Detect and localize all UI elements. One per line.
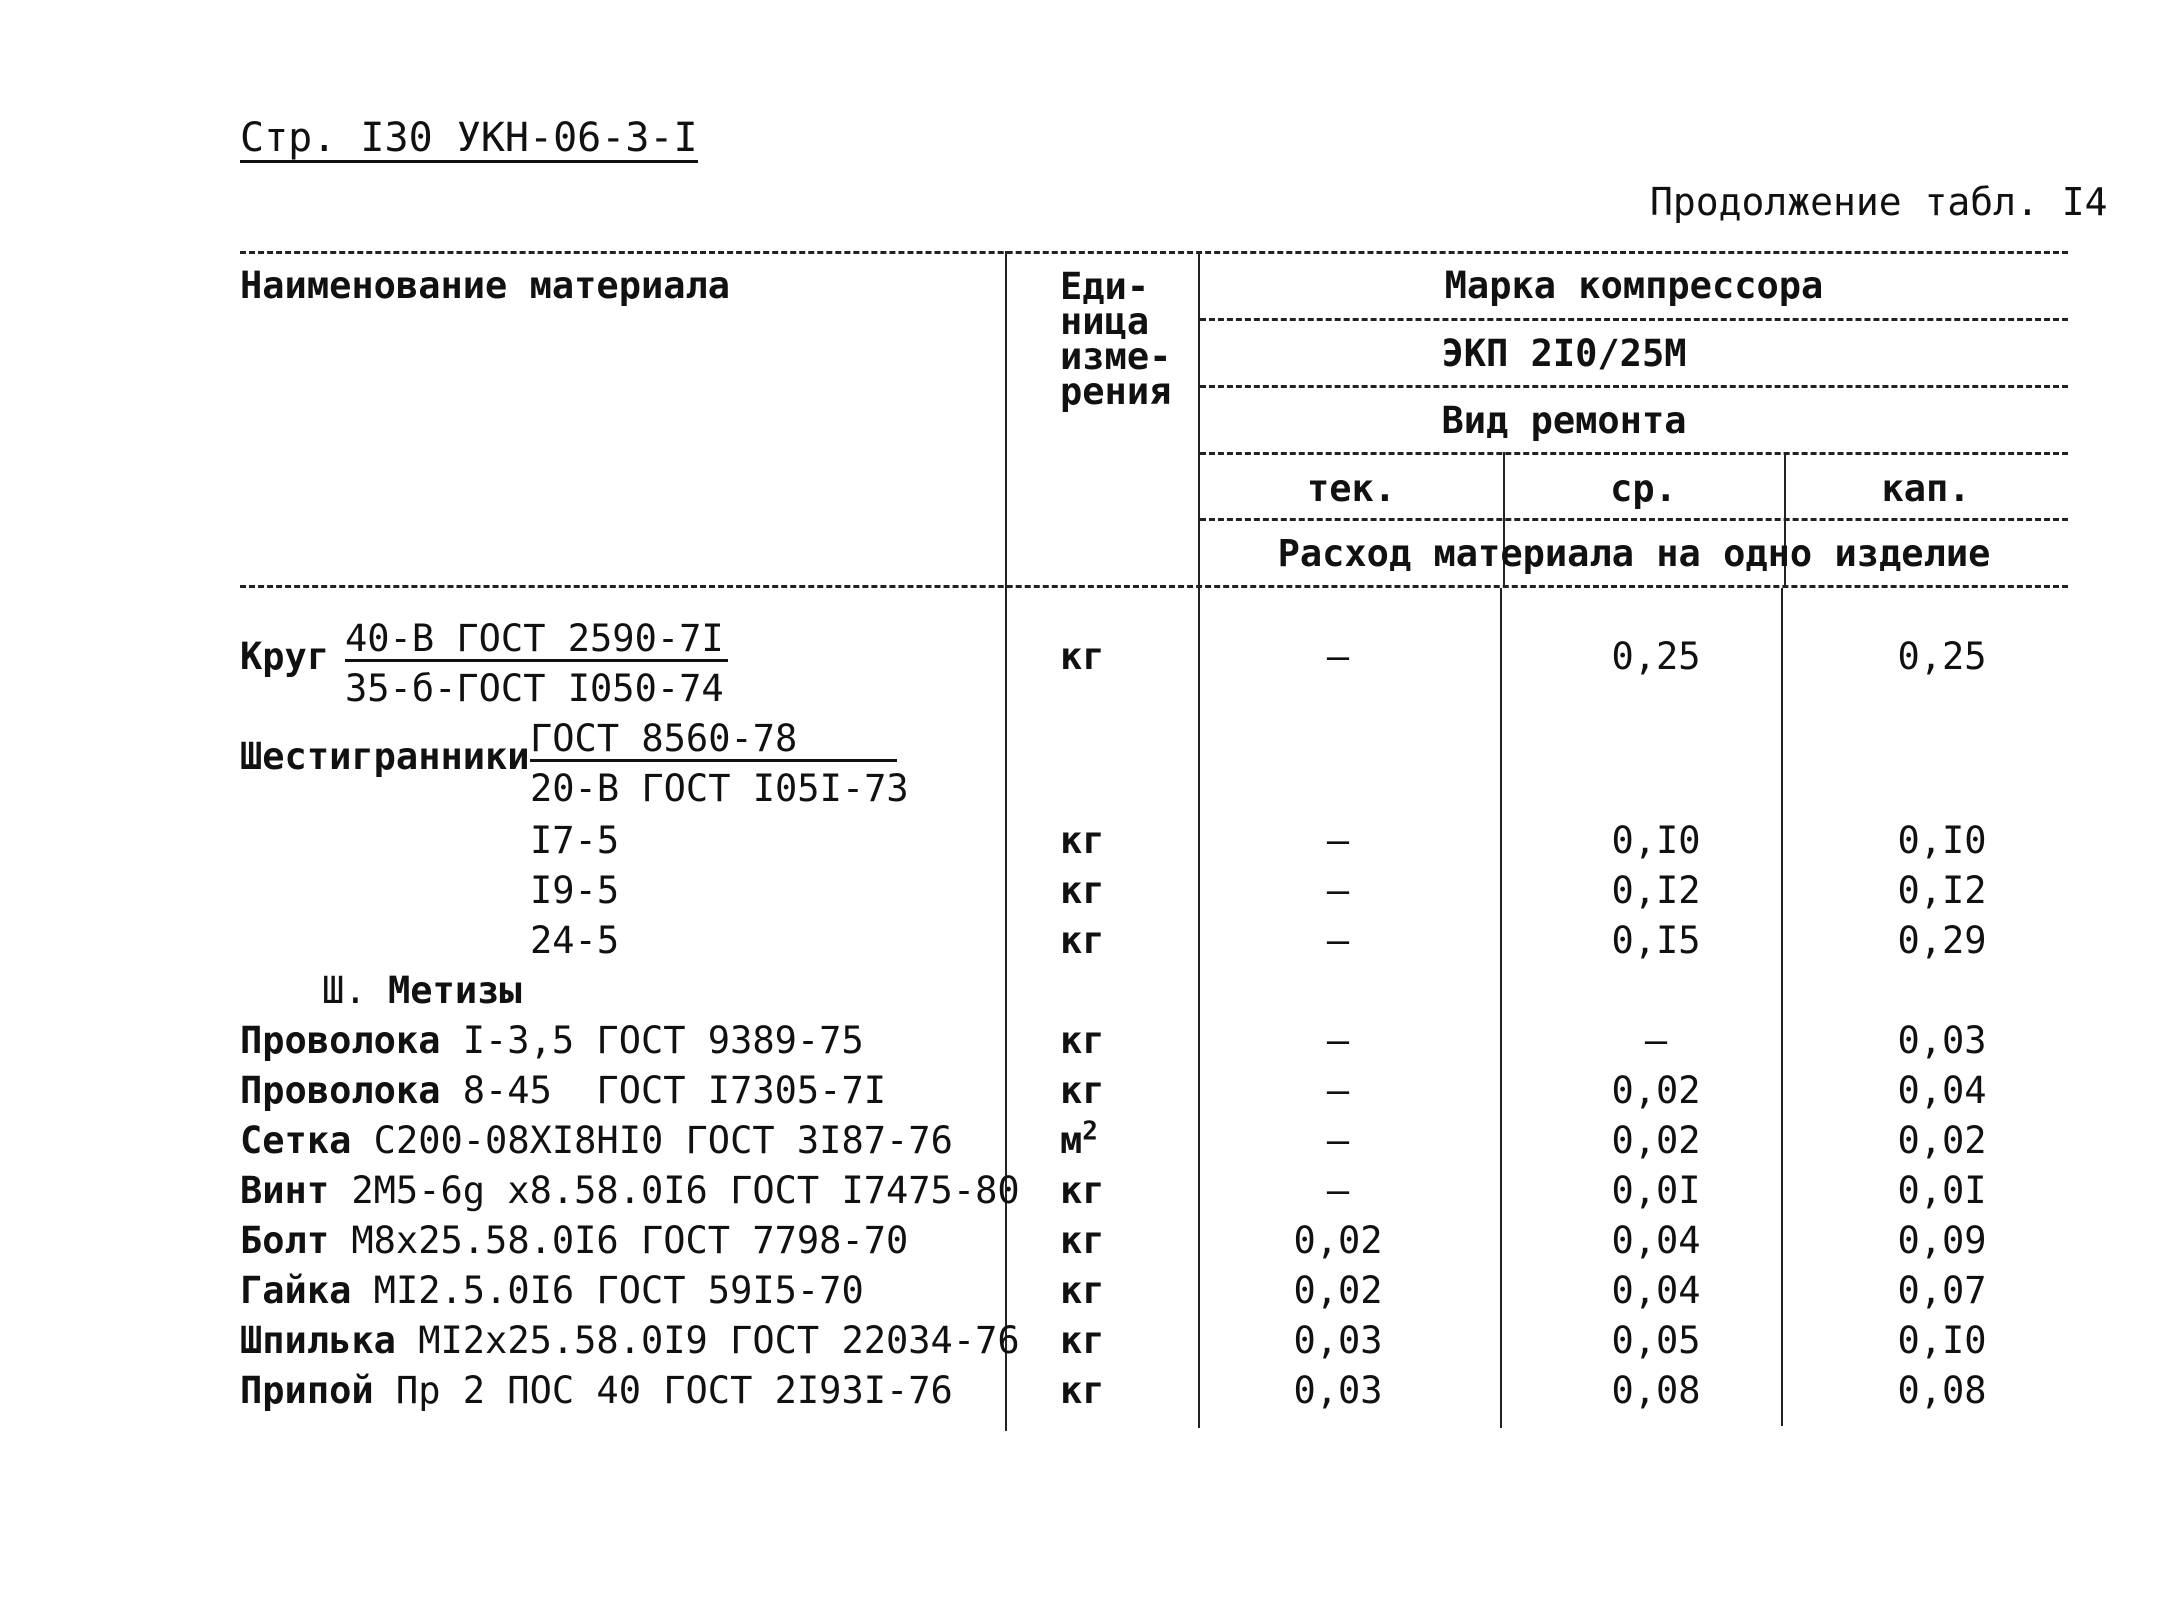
material-name: Винт 2М5-6g x8.58.0I6 ГОСТ I7475-80: [240, 1169, 1020, 1212]
table-continuation-label: Продолжение табл. I4: [1650, 180, 2108, 224]
column-divider-tek-body: [1500, 588, 1502, 1428]
unit-cell: кг: [1060, 1319, 1105, 1362]
repair-type-capital: кап.: [1881, 467, 1971, 510]
material-grade-denominator: 35-б-ГОСТ I050-74: [345, 667, 724, 710]
compressor-model: ЭКП 2I0/25М: [1441, 332, 1687, 375]
material-name: Круг: [240, 635, 330, 678]
unit-cell: кг: [1060, 1019, 1105, 1062]
repair-type-current: тек.: [1306, 467, 1397, 510]
material-grade-denominator: 20-В ГОСТ I05I-73: [530, 767, 909, 810]
repair-type-label: Вид ремонта: [1441, 399, 1687, 442]
section-number: Ш.: [322, 969, 367, 1012]
consumption-label: Расход материала на одно изделие: [1277, 532, 1991, 575]
header-divider-repair: [1200, 452, 2068, 455]
page-reference: Стр. I30 УКН-06-3-I: [240, 115, 698, 161]
material-name: Гайка МI2.5.0I6 ГОСТ 59I5-70: [240, 1269, 864, 1312]
unit-cell: кг: [1060, 1269, 1105, 1312]
material-name: Болт М8x25.58.0I6 ГОСТ 7798-70: [240, 1219, 909, 1262]
header-divider-brand: [1200, 318, 2068, 321]
material-name: Шпилька МI2x25.58.0I9 ГОСТ 22034-76: [240, 1319, 1020, 1362]
unit-cell: кг: [1060, 919, 1105, 962]
material-name: Шестигранники: [240, 735, 530, 778]
header-divider-model: [1200, 385, 2068, 388]
unit-column-header-line1: Еди-: [1060, 265, 1150, 308]
header-bottom-border: [240, 585, 2068, 588]
material-name: Сетка С200-08XI8HI0 ГОСТ 3I87-76: [240, 1119, 953, 1162]
material-grade-numerator: ГОСТ 8560-78: [530, 720, 897, 762]
material-size: I9-5: [530, 869, 620, 912]
unit-cell: кг: [1060, 1069, 1105, 1112]
unit-column-header-line4: рения: [1060, 370, 1172, 413]
material-grade-numerator: 40-В ГОСТ 2590-7I: [345, 620, 728, 662]
unit-column-header-line3: изме-: [1060, 335, 1172, 378]
unit-cell: кг: [1060, 635, 1105, 678]
unit-cell: кг: [1060, 1369, 1105, 1412]
material-name: Припой Пр 2 ПОС 40 ГОСТ 2I93I-76: [240, 1369, 953, 1412]
material-name: Проволока I-3,5 ГОСТ 9389-75: [240, 1019, 864, 1062]
column-divider-name: [1005, 251, 1007, 1431]
section-title: Метизы: [388, 969, 522, 1012]
unit-cell: кг: [1060, 1219, 1105, 1262]
unit-cell: кг: [1060, 819, 1105, 862]
repair-type-medium: ср.: [1610, 467, 1677, 510]
name-column-header: Наименование материала: [240, 264, 731, 307]
unit-column-header-line2: ница: [1060, 300, 1150, 343]
compressor-brand-label: Марка компрессора: [1444, 264, 1824, 307]
column-divider-sr-body: [1781, 588, 1783, 1426]
material-size: I7-5: [530, 819, 620, 862]
unit-cell: кг: [1060, 1169, 1105, 1212]
material-size: 24-5: [530, 919, 620, 962]
table-top-border: [240, 251, 2068, 254]
header-divider-types: [1200, 518, 2068, 521]
material-name: Проволока 8-45 ГОСТ I7305-7I: [240, 1069, 887, 1112]
unit-cell: кг: [1060, 869, 1105, 912]
unit-cell: $м^2$: [1060, 1116, 1098, 1162]
